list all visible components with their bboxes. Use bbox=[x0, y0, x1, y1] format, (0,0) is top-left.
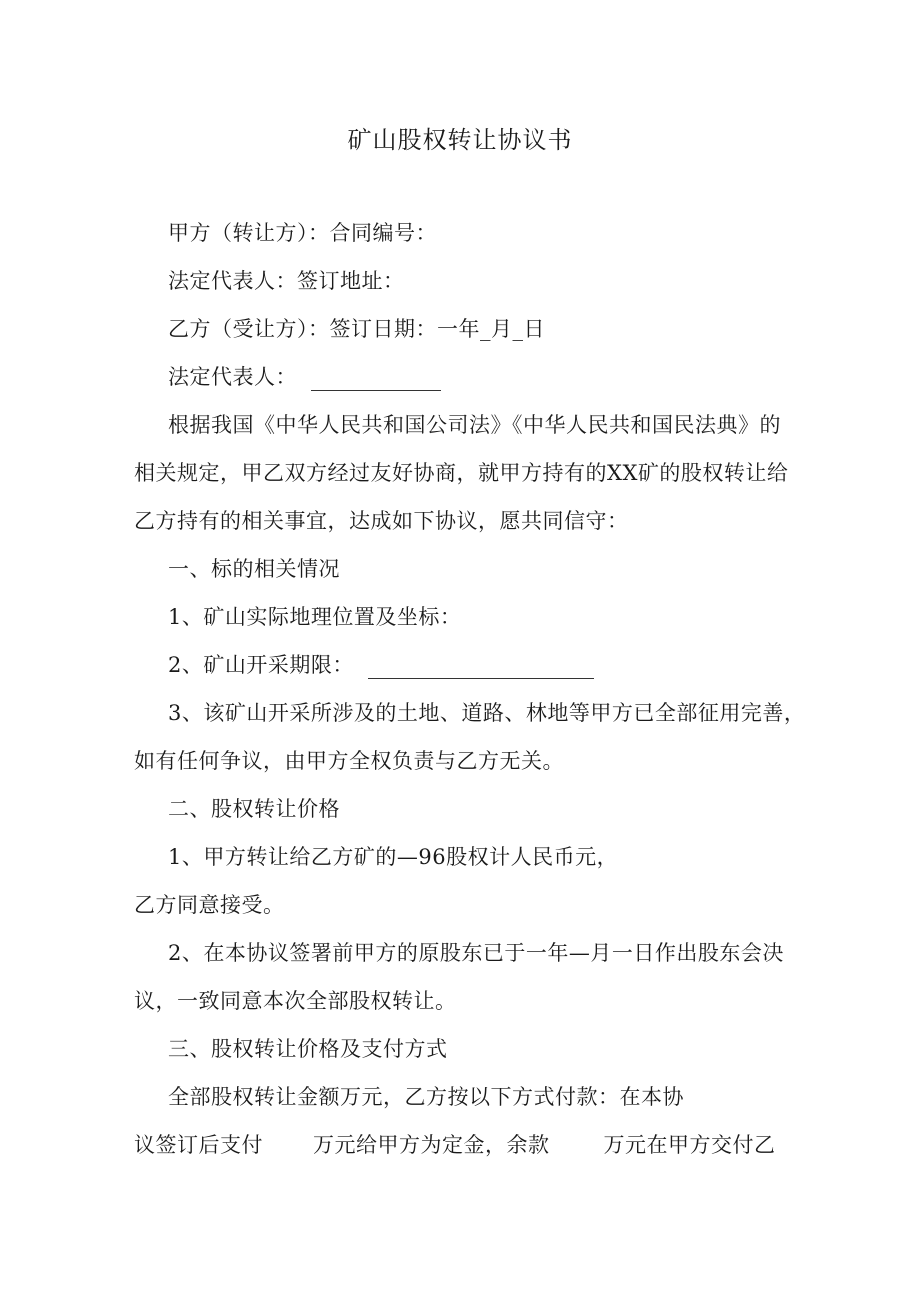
document-title: 矿山股权转让协议书 bbox=[347, 126, 573, 154]
clause-line: 乙方同意接受。 bbox=[134, 893, 285, 917]
clause-line: 1、甲方转让给乙方矿的—96股权计人民币元， bbox=[168, 845, 619, 869]
clause-line: 如有任何争议，由甲方全权负责与乙方无关。 bbox=[134, 749, 564, 773]
paragraph-line: 相关规定，甲乙双方经过友好协商，就甲方持有的XX矿的股权转让给 bbox=[134, 461, 789, 485]
payment-part-2: 万元给甲方为定金，余款 bbox=[313, 1133, 550, 1157]
clause-line: 议，一致同意本次全部股权转让。 bbox=[134, 989, 457, 1013]
legal-rep-b-line bbox=[168, 361, 441, 391]
section-heading-1: 一、标的相关情况 bbox=[168, 557, 340, 581]
legal-rep-a-line: 法定代表人：签订地址： bbox=[168, 269, 405, 293]
legal-rep-b-blank bbox=[311, 368, 441, 391]
mining-period-blank bbox=[368, 656, 594, 679]
clause-line: 2、在本协议签署前甲方的原股东已于一年—月一日作出股东会决 bbox=[168, 941, 784, 965]
clause-line: 全部股权转让金额万元，乙方按以下方式付款：在本协 bbox=[168, 1085, 684, 1109]
section-heading-3: 三、股权转让价格及支付方式 bbox=[168, 1037, 448, 1061]
party-b-line: 乙方（受让方）：签订日期：一年_月_日 bbox=[168, 317, 545, 341]
payment-part-3: 万元在甲方交付乙 bbox=[603, 1133, 776, 1157]
clause-line bbox=[134, 1129, 776, 1159]
clause-line: 1、矿山实际地理位置及坐标： bbox=[168, 605, 462, 629]
section-heading-2: 二、股权转让价格 bbox=[168, 797, 340, 821]
clause-line bbox=[168, 649, 594, 679]
paragraph-line: 乙方持有的相关事宜，达成如下协议，愿共同信守： bbox=[134, 509, 629, 533]
clause-line: 3、该矿山开采所涉及的土地、道路、林地等甲方已全部征用完善， bbox=[168, 701, 806, 725]
party-a-line: 甲方（转让方）：合同编号： bbox=[168, 221, 437, 245]
mining-period-label: 2、矿山开采期限： bbox=[168, 653, 354, 677]
payment-part-1: 议签订后支付 bbox=[134, 1133, 263, 1157]
legal-rep-b-label: 法定代表人： bbox=[168, 365, 297, 389]
paragraph-line: 根据我国《中华人民共和国公司法》《中华人民共和国民法典》的 bbox=[168, 413, 781, 437]
